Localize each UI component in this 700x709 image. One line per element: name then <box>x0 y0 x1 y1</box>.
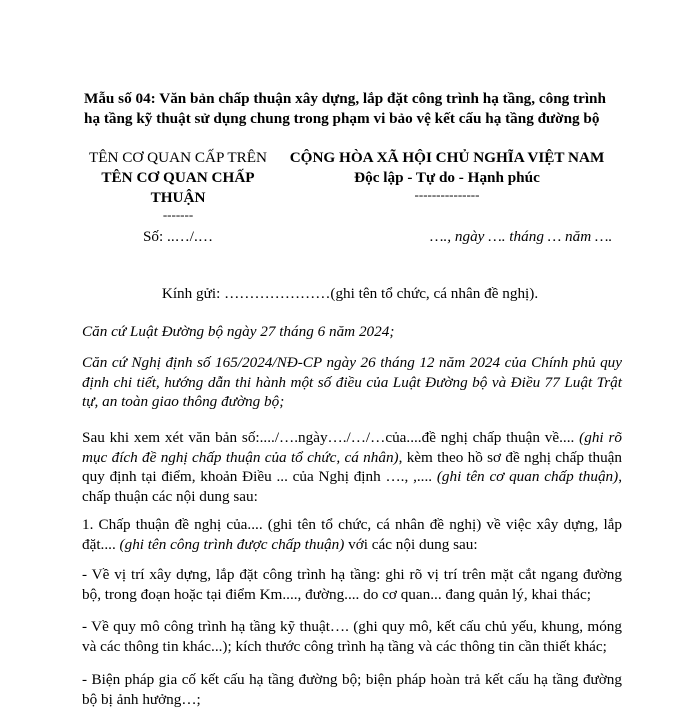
salutation: Kính gửi: …………………(ghi tên tổ chức, cá nhân đề nghị). <box>161 285 539 302</box>
intro-text-1: Sau khi xem xét văn bản số:..../….ngày…./…/…của....đề nghị chấp thuận về.... <box>82 429 580 446</box>
legal-basis-law: Căn cứ Luật Đường bộ ngày 27 tháng 6 năm 2024; <box>82 323 395 340</box>
item-1-text-2: với các nội dung sau: <box>344 535 478 553</box>
national-motto: Độc lập - Tự do - Hạnh phúc <box>354 169 540 186</box>
item-1-paragraph <box>82 515 622 554</box>
motto-divider: --------------- <box>414 187 480 202</box>
national-header-block <box>282 148 612 202</box>
approving-agency-name: TÊN CƠ QUAN CHẤP THUẬN <box>101 169 255 206</box>
legal-basis-decree: Căn cứ Nghị định số 165/2024/NĐ-CP ngày 26 tháng 12 năm 2024 của Chính phủ quy định chi tiết, hướng dẫn thi hành một số điều của Luật Đường bộ và Điều 77 Luật Trật tự, an toàn giao thông đường bộ; <box>82 354 622 410</box>
document-number: Số: ..…/.… <box>142 228 214 245</box>
bullet-reinforcement: - Biện pháp gia cố kết cấu hạ tầng đường bộ; biện pháp hoàn trả kết cấu hạ tầng đường bộ bị ảnh hưởng…; <box>82 671 622 708</box>
intro-text-2: , kèm theo hồ sơ đề nghị chấp thuận quy định tại điểm, khoản Điều ... của Nghị định …., ,.... <box>82 448 623 485</box>
intro-agency-note: (ghi tên cơ quan chấp thuận) <box>436 468 619 485</box>
issuing-agency-block <box>85 148 271 222</box>
intro-paragraph <box>82 428 622 506</box>
superior-agency-name: TÊN CƠ QUAN CẤP TRÊN <box>88 149 268 166</box>
national-title: CỘNG HÒA XÃ HỘI CHỦ NGHĨA VIỆT NAM <box>289 149 605 166</box>
item-1-project-note: (ghi tên công trình được chấp thuận) <box>119 535 345 553</box>
agency-divider: ------- <box>162 207 194 222</box>
bullet-scale: - Về quy mô công trình hạ tầng kỹ thuật…. (ghi quy mô, kết cấu chủ yếu, khung, móng và các thông tin khác...); kích thước công trình hạ tầng và các thông tin cần thiết khác; <box>82 618 622 655</box>
item-1-text-1: 1. Chấp thuận đề nghị của.... (ghi tên tổ chức, cá nhân đề nghị) về việc xây dựng, lắp đặt.... <box>82 516 622 553</box>
bullet-location: - Về vị trí xây dựng, lắp đặt công trình hạ tầng: ghi rõ vị trí trên mặt cắt ngang đường bộ, trong đoạn hoặc tại điểm Km...., đường.... do cơ quan... đang quản lý, khai thác; <box>82 566 622 603</box>
intro-purpose-note: (ghi rõ mục đích đề nghị chấp thuận của tổ chức, cá nhân) <box>82 429 622 466</box>
document-date: …., ngày …. tháng … năm …. <box>430 228 613 245</box>
intro-text-3: , chấp thuận các nội dung sau: <box>82 468 622 505</box>
form-title: Mẫu số 04: Văn bản chấp thuận xây dựng, lắp đặt công trình hạ tầng, công trình hạ tầng kỹ thuật sử dụng chung trong phạm vi bảo vệ kết cấu hạ tầng đường bộ <box>84 90 606 127</box>
